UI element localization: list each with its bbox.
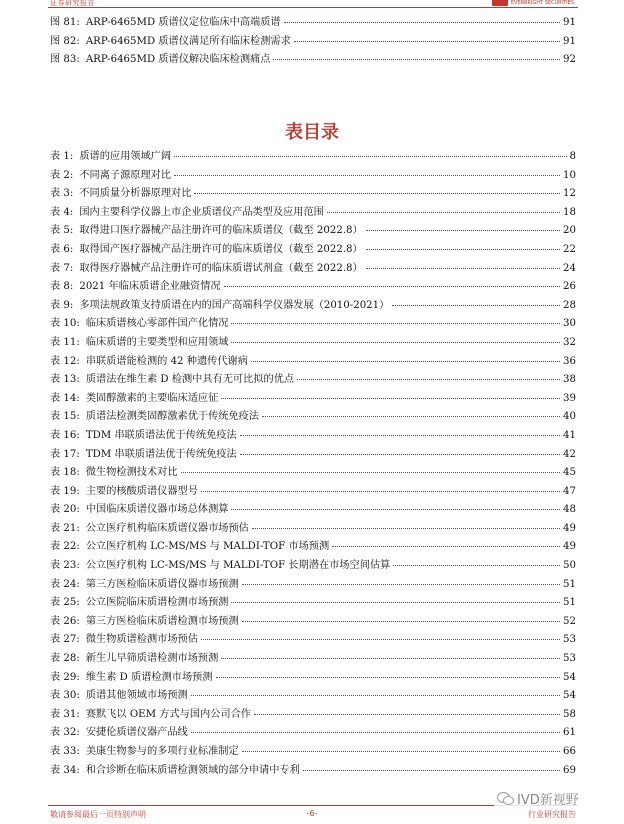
entry-leader	[303, 770, 560, 771]
table-entry[interactable]	[50, 463, 576, 482]
entry-leader	[191, 695, 560, 696]
entry-label: 表 24:	[50, 578, 80, 590]
table-list	[50, 147, 576, 779]
entry-label: 表 28:	[50, 653, 80, 665]
entry-label: 表 17:	[50, 448, 80, 460]
entry-leader	[240, 435, 560, 436]
table-entry[interactable]	[50, 556, 576, 575]
entry-label: 表 30:	[50, 690, 80, 702]
table-entry[interactable]	[50, 668, 576, 687]
entry-leader	[254, 714, 560, 715]
table-entry[interactable]	[50, 314, 576, 333]
wechat-icon	[497, 792, 513, 805]
entry-label: 表 25:	[50, 597, 80, 609]
entry-label: 表 8:	[50, 281, 74, 293]
entry-page-number: 53	[563, 653, 576, 665]
entry-title: 和合诊断在临床质谱检测领域的部分申请中专利	[85, 764, 300, 776]
entry-label: 表 13:	[50, 374, 80, 386]
entry-leader	[174, 175, 560, 176]
table-entry[interactable]	[50, 352, 576, 371]
entry-label: 表 33:	[50, 746, 80, 757]
table-entry[interactable]	[50, 500, 576, 519]
entry-title: 第三方医检临床质谱仪器市场预测	[85, 578, 239, 590]
entry-title: TDM 串联质谱法优于传统免疫法	[85, 448, 237, 460]
entry-title: ARP-6465MD 质谱仪满足所有临床检测需求	[85, 35, 291, 47]
header-brand-right-text: EVERBRIGHT SECURITIES	[510, 0, 574, 6]
entry-leader	[201, 491, 560, 492]
entry-leader	[242, 751, 560, 752]
table-entry[interactable]	[50, 240, 576, 259]
entry-label: 表 26:	[50, 615, 80, 627]
entry-title: 临床质谱的主要类型和应用领域	[85, 336, 229, 348]
entry-label: 表 18:	[50, 467, 80, 479]
entry-page-number: 48	[563, 504, 576, 516]
table-entry[interactable]	[50, 519, 576, 538]
entry-title: 质谱法在维生素 D 检测中具有无可比拟的优点	[85, 374, 295, 386]
header-brand-left: 证券研究报告	[50, 0, 95, 7]
entry-label: 表 32:	[50, 727, 80, 739]
entry-label: 表 3:	[50, 188, 74, 200]
table-entry[interactable]	[50, 184, 576, 203]
table-entry[interactable]	[50, 296, 576, 315]
entry-title: 赛默飞以 OEM 方式与国内公司合作	[85, 708, 251, 720]
table-entry[interactable]	[50, 445, 576, 464]
entry-page-number: 54	[563, 690, 576, 702]
entry-title: 取得进口医疗器械产品注册许可的临床质谱仪（截至 2022.8）	[79, 225, 363, 237]
entry-page-number: 47	[563, 485, 576, 497]
entry-label: 表 29:	[50, 671, 80, 683]
table-entry[interactable]	[50, 593, 576, 612]
entry-title: 不同质量分析器原理对比	[79, 188, 192, 200]
entry-page-number: 49	[563, 522, 576, 534]
entry-leader	[194, 193, 560, 194]
entry-title: TDM 串联质谱法优于传统免疫法	[85, 429, 237, 441]
table-entry[interactable]	[50, 147, 576, 166]
entry-leader	[240, 454, 560, 455]
table-entry[interactable]	[50, 761, 576, 780]
entry-label: 表 23:	[50, 560, 80, 572]
entry-leader	[224, 286, 560, 287]
entry-page-number: 49	[563, 541, 576, 553]
brand-logo-icon	[492, 0, 508, 6]
entry-title: 取得医疗器械产品注册许可的临床质谱试剂盒（截至 2022.8）	[79, 262, 363, 274]
table-entry[interactable]	[50, 370, 576, 389]
entry-leader	[221, 658, 560, 659]
entry-title: 2021 年临床质谱企业融资情况	[79, 281, 221, 293]
entry-title: 安捷伦质谱仪器产品线	[85, 727, 188, 739]
entry-label: 表 34:	[50, 764, 80, 776]
table-entry[interactable]	[50, 333, 576, 352]
entry-title: 新生儿早筛质谱检测市场预测	[85, 653, 219, 665]
entry-leader	[262, 416, 560, 417]
entry-page-number: 53	[563, 634, 576, 646]
entry-leader	[251, 361, 560, 362]
footer-report-type: 行业研究报告	[528, 810, 576, 819]
entry-label: 表 22:	[50, 541, 80, 553]
entry-title: 第三方医检临床质谱检测市场预测	[85, 615, 239, 627]
table-entry[interactable]	[50, 166, 576, 185]
entry-label: 表 15:	[50, 411, 80, 423]
entry-title: 公立医疗机构 LC-MS/MS 与 MALDI-TOF 长期潜在市场空间估算	[85, 560, 391, 572]
table-entry[interactable]	[50, 426, 576, 445]
entry-page-number: 39	[563, 392, 576, 404]
entry-label: 表 2:	[50, 169, 74, 181]
entry-title: 取得国产医疗器械产品注册许可的临床质谱仪（截至 2022.8）	[79, 243, 363, 255]
entry-label: 表 21:	[50, 522, 80, 534]
entry-page-number: 42	[563, 448, 576, 460]
page-header	[0, 0, 624, 9]
entry-label: 表 31:	[50, 708, 80, 720]
entry-label: 表 9:	[50, 299, 74, 311]
entry-page-number: 30	[563, 318, 576, 330]
entry-page-number: 8	[569, 151, 576, 162]
entry-page-number: 69	[563, 764, 576, 776]
figure-list	[50, 13, 576, 69]
footer-disclaimer: 敬请参阅最后一页特别声明	[50, 810, 146, 819]
entry-label: 表 6:	[50, 243, 74, 255]
entry-leader	[242, 621, 560, 622]
entry-page-number: 24	[563, 262, 576, 274]
table-entry[interactable]	[50, 742, 576, 761]
entry-leader	[273, 59, 560, 60]
entry-page-number: 52	[563, 615, 576, 627]
figure-entry[interactable]	[50, 50, 576, 69]
figure-entry[interactable]	[50, 32, 576, 51]
entry-page-number: 51	[563, 578, 576, 590]
entry-page-number: 61	[563, 727, 576, 739]
table-entry[interactable]	[50, 221, 576, 240]
entry-label: 图 81:	[50, 17, 80, 28]
entry-leader	[181, 472, 561, 473]
table-entry[interactable]	[50, 575, 576, 594]
entry-page-number: 50	[563, 560, 576, 572]
entry-title: ARP-6465MD 质谱仪定位临床中高端质谱	[85, 17, 281, 28]
entry-page-number: 22	[563, 243, 576, 255]
entry-leader	[332, 546, 560, 547]
entry-title: 质谱法检测类固醇激素优于传统免疫法	[85, 411, 260, 423]
entry-page-number: 66	[563, 746, 576, 757]
entry-label: 表 7:	[50, 262, 74, 274]
table-entry[interactable]	[50, 203, 576, 222]
entry-label: 图 83:	[50, 54, 80, 66]
entry-title: 临床质谱核心零部件国产化情况	[85, 318, 229, 330]
table-entry[interactable]	[50, 482, 576, 501]
header-divider	[48, 7, 578, 8]
entry-leader	[284, 22, 560, 23]
entry-title: 主要的核酸质谱仪器型号	[85, 485, 198, 497]
entry-page-number: 45	[563, 467, 576, 479]
entry-label: 表 16:	[50, 429, 80, 441]
entry-title: 微生物检测技术对比	[85, 467, 178, 479]
entry-title: 中国临床质谱仪器市场总体测算	[85, 504, 229, 516]
entry-label: 表 19:	[50, 485, 80, 497]
watermark-text: IVD新视野	[517, 793, 579, 808]
entry-page-number: 91	[563, 35, 576, 47]
entry-page-number: 91	[563, 17, 576, 28]
table-entry[interactable]	[50, 277, 576, 296]
footer-page-number: -6-	[306, 809, 318, 818]
entry-page-number: 36	[563, 355, 576, 367]
entry-label: 表 1:	[50, 151, 74, 162]
entry-leader	[231, 323, 560, 324]
entry-label: 图 82:	[50, 35, 80, 47]
entry-title: ARP-6465MD 质谱仪解决临床检测痛点	[85, 54, 271, 66]
entry-label: 表 4:	[50, 206, 74, 218]
entry-label: 表 5:	[50, 225, 74, 237]
entry-page-number: 12	[563, 188, 576, 200]
entry-leader	[221, 398, 560, 399]
entry-page-number: 10	[563, 169, 576, 181]
entry-title: 国内主要科学仪器上市企业质谱仪产品类型及应用范围	[79, 206, 324, 218]
entry-page-number: 26	[563, 281, 576, 293]
table-entry[interactable]	[50, 630, 576, 649]
entry-title: 公立医院临床质谱检测市场预测	[85, 597, 229, 609]
table-entry[interactable]	[50, 686, 576, 705]
entry-leader	[201, 639, 560, 640]
entry-page-number: 41	[563, 429, 576, 441]
header-brand-right	[492, 0, 574, 6]
entry-page-number: 92	[563, 54, 576, 66]
table-entry[interactable]	[50, 649, 576, 668]
entry-page-number: 58	[563, 708, 576, 720]
entry-label: 表 12:	[50, 355, 80, 367]
entry-leader	[242, 584, 560, 585]
entry-leader	[392, 305, 560, 306]
table-entry[interactable]	[50, 259, 576, 278]
table-entry[interactable]	[50, 407, 576, 426]
watermark	[494, 789, 582, 808]
table-entry[interactable]	[50, 537, 576, 556]
entry-leader	[366, 249, 560, 250]
entry-page-number: 38	[563, 374, 576, 386]
table-entry[interactable]	[50, 705, 576, 724]
entry-label: 表 20:	[50, 504, 80, 516]
entry-title: 微生物质谱检测市场预估	[85, 634, 198, 646]
figure-entry[interactable]	[50, 13, 576, 32]
entry-page-number: 28	[563, 299, 576, 311]
entry-leader	[252, 528, 560, 529]
entry-leader	[297, 379, 560, 380]
entry-leader	[174, 156, 566, 157]
entry-title: 类固醇激素的主要临床适应征	[85, 392, 219, 404]
entry-leader	[327, 212, 560, 213]
entry-leader	[231, 602, 560, 603]
entry-page-number: 20	[563, 225, 576, 237]
entry-leader	[231, 342, 560, 343]
entry-label: 表 14:	[50, 392, 80, 404]
entry-title: 质谱其他领域市场预测	[85, 690, 188, 702]
table-entry[interactable]	[50, 612, 576, 631]
entry-page-number: 18	[563, 206, 576, 218]
entry-title: 质谱的应用领域广阔	[79, 151, 172, 162]
entry-label: 表 11:	[50, 336, 80, 348]
entry-leader	[216, 677, 560, 678]
entry-leader	[191, 732, 560, 733]
table-entry[interactable]	[50, 723, 576, 742]
entry-title: 公立医疗机构 LC-MS/MS 与 MALDI-TOF 市场预测	[85, 541, 330, 553]
entry-page-number: 54	[563, 671, 576, 683]
entry-title: 串联质谱能检测的 42 种遗传代谢病	[85, 355, 248, 367]
entry-title: 美康生物参与的多项行业标准制定	[85, 746, 239, 757]
entry-leader	[366, 268, 560, 269]
entry-page-number: 32	[563, 336, 576, 348]
entry-leader	[393, 565, 560, 566]
entry-title: 多项法规政策支持质谱在内的国产高端科学仪器发展（2010-2021）	[79, 299, 390, 311]
entry-page-number: 40	[563, 411, 576, 423]
table-entry[interactable]	[50, 389, 576, 408]
entry-leader	[366, 230, 560, 231]
entry-title: 公立医疗机构临床质谱仪器市场预估	[85, 522, 249, 534]
entry-leader	[231, 509, 560, 510]
entry-label: 表 10:	[50, 318, 80, 330]
entry-label: 表 27:	[50, 634, 80, 646]
section-title: 表目录	[285, 122, 339, 143]
entry-title: 维生素 D 质谱检测市场预测	[85, 671, 213, 683]
entry-title: 不同离子源原理对比	[79, 169, 172, 181]
entry-leader	[294, 41, 560, 42]
entry-page-number: 51	[563, 597, 576, 609]
